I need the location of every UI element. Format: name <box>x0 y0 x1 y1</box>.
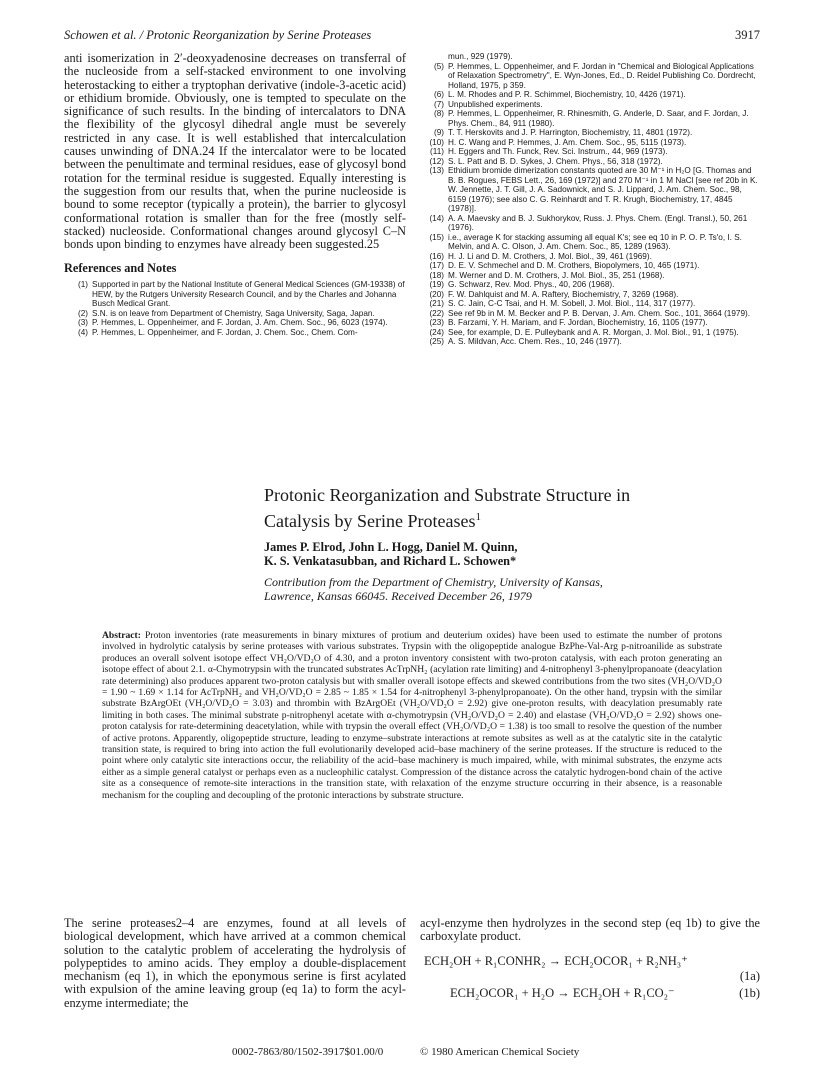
reference-item: (7) Unpublished experiments. <box>433 99 543 109</box>
article-header <box>264 484 764 603</box>
reference-item: (20) F. W. Dahlquist and M. A. Raftery, Biochemistry, 7, 3269 (1968). <box>429 289 679 299</box>
journal-code: 0002-7863/80/1502-3917$01.00/0 <box>232 1046 384 1058</box>
reference-item: (8) P. Hemmes, L. Oppenheimer, R. Rhinesmith, G. Anderle, D. Saar, and F. Jordan, J. Phys. Chem., 84, 911 (1980). <box>433 109 749 128</box>
running-head <box>64 28 760 43</box>
reference-item: (12) S. L. Patt and B. D. Sykes, J. Chem. Phys., 56, 318 (1972). <box>429 156 663 166</box>
running-head-title: Schowen et al. / Protonic Reorganization by Serine Proteases <box>64 28 372 42</box>
abstract-text: Proton inventories (rate measurements in binary mixtures of protium and deuterium oxides) have been used to estimate the number of protons involved in hydrolytic catalysis by serine proteases with various substrates. Trypsin with the oligopeptide analogue BzPhe-Val-Arg p-nitroanilide as substrate produces an overall solvent isotope effect VH₂O/VD₂O of 4.30, and a proton inventory consistent with two-proton catalysis, with each proton generating an isotope effect of about 2.1. α-Chymotrypsin with the truncated substrates AcTrpNH₂ (acylation rate limiting) and 4-nitrophenyl 3-phenylpropanoate (deacylation rate determining) also produces apparent two-proton catalysis but with smaller overall isotope effects and skewed contributions from the two sites (VH₂O/VD₂O = 1.90 ~ 1.69 × 1.14 for AcTrpNH₂ and VH₂O/VD₂O = 2.85 ~ 1.85 × 1.54 for 4-nitrophenyl 3-phenylpropanoate). On the other hand, trypsin with the similar substrate BzArgOEt (VH₂O/VD₂O = 3.03) and thrombin with BzArgOEt (VH₂O/VD₂O = 2.92) give one-proton results, with deacylation presumably rate limiting in both cases. The minimal substrate p-nitrophenyl acetate with α-chymotrypsin (VH₂O/VD₂O = 2.40) and elastase (VH₂O/VD₂O = 2.92) shows one-proton catalysis for rate-determining deacetylation, while with trypsin the overall effect (VH₂O/VD₂O = 1.38) is too small to resolve the question of the number of active protons. Apparently, oligopeptide structure, leading to enzyme–substrate interactions at remote subsites as well as at the catalytic site in the catalytic transition state, is required to bring into action the full evolutionarily developed acid–base machinery of the serine proteases. If the structure is reduced to the point where only catalytic site interactions occur, the reliability of the acid–base machinery is much impaired, while, with minimal substrates, the enzyme acts either as a simple general catalyst or perhaps even as a nucleophilic catalyst. Compression of the distance across the catalytic hydrogen-bond chain of the active site as a consequence of remote-site interactions in the transition state, with relaxation of the enzyme structure occurring in their absence, is a reasonable mechanism for the coupling and decoupling of the protonic interactions by substrate structure. <box>102 630 722 801</box>
equation-1b: ECH₂OCOR₁ + H₂O → ECH₂OH + R₁CO₂⁻ (1b) <box>450 985 760 1000</box>
intro-left-column <box>64 917 406 1010</box>
reference-list-left <box>64 280 406 337</box>
reference-item: (19) G. Schwarz, Rev. Mod. Phys., 40, 206 (1968). <box>429 280 615 289</box>
reference-item: (25) A. S. Mildvan, Acc. Chem. Res., 10, 246 (1977). <box>429 337 622 346</box>
reference-item: (18) M. Werner and D. M. Crothers, J. Mol. Biol., 35, 251 (1968). <box>429 270 665 280</box>
reference-item: (23) B. Farzami, Y. H. Mariam, and F. Jordan, Biochemistry, 16, 1105 (1977). <box>429 318 708 327</box>
abstract <box>102 630 722 801</box>
reference-item: (14) A. A. Maevsky and B. J. Sukhorykov, Russ. J. Phys. Chem. (Engl. Transl.), 50, 261 (1976). <box>429 213 748 232</box>
intro-paragraph-continued: acyl-enzyme then hydrolyzes in the second step (eq 1b) to give the carboxylate product. <box>420 916 760 944</box>
page-number: 3917 <box>735 28 760 42</box>
body-paragraph: anti isomerization in 2′-deoxyadenosine decreases on transferral of the nucleoside from a self-stacked environment to one involving heterostacking to either a tryptophan derivative (indole-3-acetic acid) or ethidium bromide. Obviously, one is tempted to speculate on the significance of such results. In the binding of intercalators to DNA the flexibility of the glycosyl dihedral angle must be severely restricted in any case. It is well established that intercalculation causes unwinding of DNA.24 If the intercalator were to be located between the penultimate and terminal residues, ease of glycosyl bond rotation for the terminal residue is suggested. Equally interesting is the suggestion from our results that, when the purine nucleoside is bound to some receptor (typically a protein), the barrier to glycosyl conformational rotation is smaller than for the free (mostly self-stacked) nucleoside. Conformational changes around glycosyl C–N bonds upon binding to enzymes have already been suggested.25 <box>64 51 406 252</box>
article-title: Protonic Reorganization and Substrate Structure in Catalysis by Serine Proteases$^1$ <box>264 485 631 531</box>
author-list: James P. Elrod, John L. Hogg, Daniel M. Quinn, K. S. Venkatasubban, and Richard L. Schowen* <box>264 540 518 568</box>
reference-item: (17) D. E. V. Schmechel and D. M. Crothers, Biopolymers, 10, 465 (1971). <box>429 261 700 270</box>
equation-1a: ECH₂OH + R₁CONHR₂ → ECH₂OCOR₁ + R₂NH₃⁺ <box>424 953 688 968</box>
reference-item: (4) P. Hemmes, L. Oppenheimer, and F. Jordan, J. Chem. Soc., Chem. Com- <box>77 327 358 337</box>
reference-item: (22) See ref 9b in M. M. Becker and P. B. Dervan, J. Am. Chem. Soc., 101, 3664 (1979). <box>429 308 751 318</box>
reference-item: (2) S.N. is on leave from Department of Chemistry, Saga University, Saga, Japan. <box>77 308 375 318</box>
intro-paragraph: The serine proteases2–4 are enzymes, found at all levels of biological development, which have arrived at a common chemical solution to the catalytic problem of accelerating the hydrolysis of polypeptides to amino acids. They employ a double-displacement mechanism (eq 1), in which the eponymous serine is first acylated with expulsion of the amine leaving group (eq 1a) to form the acyl-enzyme intermediate; the <box>64 916 406 1010</box>
reference-item: (5) P. Hemmes, L. Oppenheimer, and F. Jordan in "Chemical and Biological Applications of Relaxation Spectrometry", E. Wyn-Jones, Ed., D. Reidel Publishing Co. Dordrecht, Holland, 1975, p 359. <box>433 61 756 90</box>
reference-item: (10) H. C. Wang and P. Hemmes, J. Am. Chem. Soc., 95, 5115 (1973). <box>429 137 687 147</box>
reference-item: (13) Ethidium bromide dimerization constants quoted are 30 M⁻¹ in H₂O [G. Thomas and B. B. Rogues, FEBS Lett., 26, 169 (1972)] and 270 M⁻¹ in 1 M NaCl [see ref 20b in K. W. Jennette, J. T. Gill, J. A. Sadownick, and S. J. Lippard, J. Am. Chem. Soc., 98, 6159 (1976); see also C. G. Reinhardt and T. R. Krugh, Biochemistry, 17, 4845 (1978)]. <box>429 166 758 213</box>
intro-right-column <box>420 917 760 1001</box>
reference-item: (16) H. J. Li and D. M. Crothers, J. Mol. Biol., 39, 461 (1969). <box>429 251 652 261</box>
reference-item: (21) S. C. Jain, C-C Tsai, and H. M. Sobell, J. Mol. Biol., 114, 317 (1977). <box>429 299 696 308</box>
left-column <box>64 52 406 337</box>
reference-item: (11) H. Eggers and Th. Funck, Rev. Sci. Instrum., 44, 969 (1973). <box>430 147 668 156</box>
reference-item: (6) L. M. Rhodes and P. R. Schimmel, Biochemistry, 10, 4426 (1971). <box>433 90 686 99</box>
equation-1a-label: (1a) <box>739 968 760 983</box>
reference-item: (24) See, for example, D. E. Pulleybank and A. R. Morgan, J. Mol. Biol., 91, 1 (1975). <box>429 327 739 337</box>
equation-1b-label: (1b) <box>739 985 760 1000</box>
reference-item: (9) T. T. Herskovits and J. P. Harrington, Biochemistry, 11, 4801 (1972). <box>433 128 693 137</box>
abstract-label: Abstract: <box>102 630 141 641</box>
reference-item: (15) i.e., average K for stacking assuming all equal K's; see eq 10 in P. O. P. Ts'o, I. S. Melvin, and A. C. Olson, J. Am. Chem. Soc., 85, 1289 (1963). <box>429 232 742 251</box>
reference-item: mun., 929 (1979). <box>448 52 513 61</box>
reference-item: (1) Supported in part by the National Institute of General Medical Sciences (GM-19338) of HEW, by the Rutgers University Research Council, and by the Charles and Johanna Busch Medical Grant. <box>77 280 405 309</box>
copyright-notice: © 1980 American Chemical Society <box>420 1046 580 1058</box>
references-heading: References and Notes <box>64 261 177 276</box>
right-column <box>420 52 760 347</box>
affiliation: Contribution from the Department of Chemistry, University of Kansas, Lawrence, Kansas 66045. Received December 26, 1979 <box>264 575 603 603</box>
reference-list-right <box>420 52 760 347</box>
reference-item: (3) P. Hemmes, L. Oppenheimer, and F. Jordan, J. Am. Chem. Soc., 96, 6023 (1974). <box>77 318 388 328</box>
